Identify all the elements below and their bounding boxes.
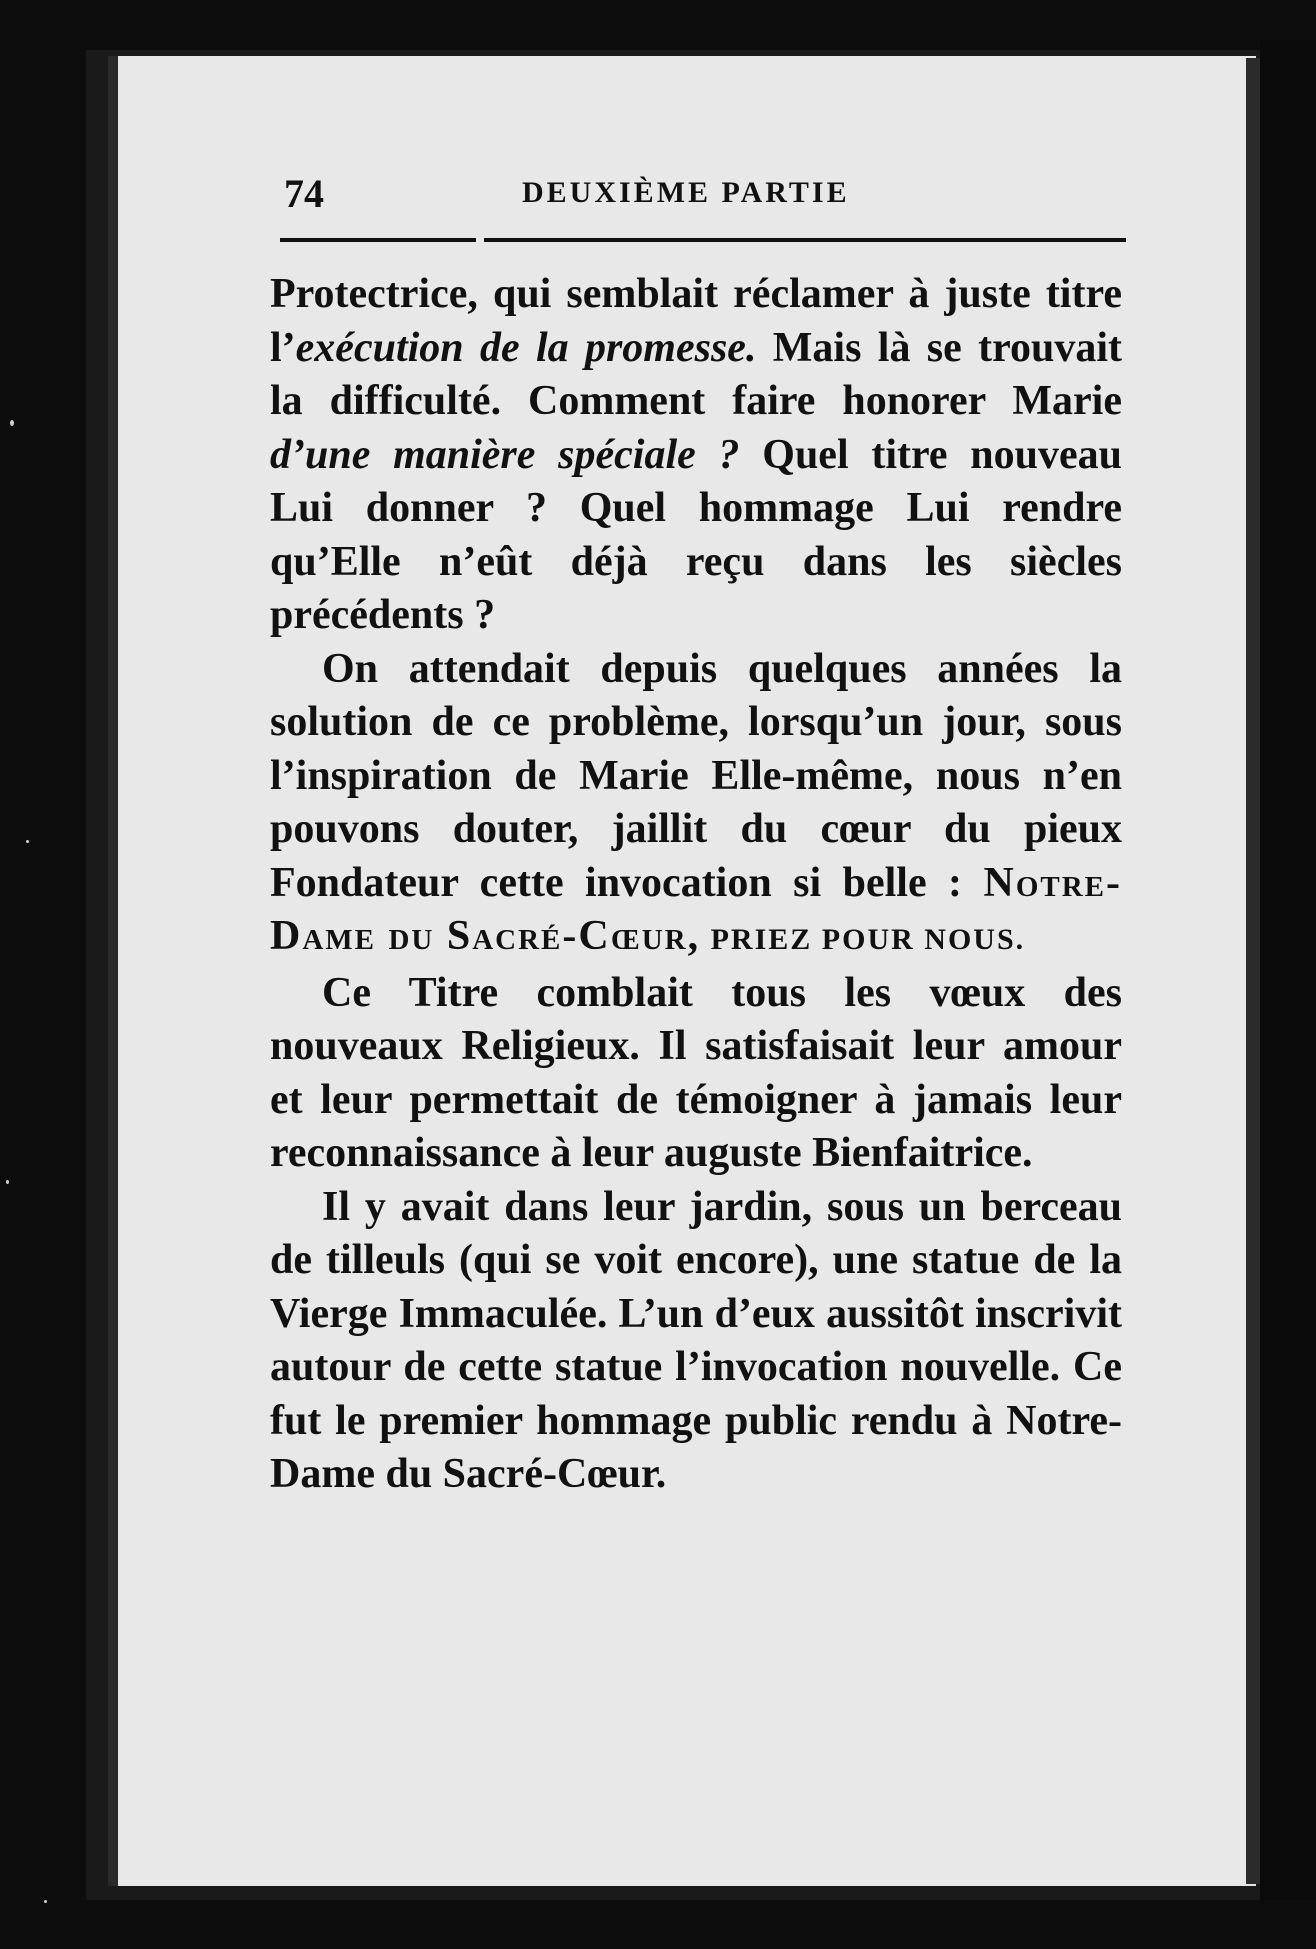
scan-speck: [6, 1180, 9, 1184]
paragraph-1-italic-a: exécution de la promesse.: [295, 324, 757, 371]
header-rule: [280, 238, 1126, 242]
header-rule-break: [476, 236, 484, 244]
paragraph-1-text-c: Quel titre nouveau Lui donner ? Quel hommage Lui rendre qu’Elle n’eût déjà reçu dans les siècles précédents ?: [270, 431, 1122, 638]
paragraph-1: [270, 268, 1122, 643]
body-text: [270, 268, 1122, 1502]
running-head: DEUXIÈME PARTIE: [522, 176, 850, 209]
paragraph-4: Il y avait dans leur jardin, sous un berceau de tilleuls (qui se voit encore), une statue de la Vierge Immaculée. L’un d’eux aussitôt inscrivit autour de cette statue l’invocation nouvelle. Ce fut le premier hommage public rendu à Notre-Dame du Sacré-Cœur.: [270, 1183, 1122, 1497]
facing-page-strip: [1260, 40, 1316, 1900]
page-number: 74: [284, 171, 324, 216]
paragraph-2: [270, 643, 1122, 967]
invocation-title: Notre-Dame du Sacré-Cœur,: [270, 859, 1122, 959]
scan-speck: [26, 840, 29, 843]
paragraph-1-text-b: Mais là se trouvait la difficulté. Comment faire honorer Marie: [270, 324, 1122, 424]
invocation-prayer: PRIEZ POUR NOUS.: [710, 923, 1026, 956]
scan-speck: [44, 1900, 47, 1903]
page-gutter-edge: [1246, 58, 1260, 1884]
paragraph-1-italic-b: d’une manière spéciale ?: [270, 431, 740, 478]
paragraph-2-space: [700, 913, 711, 959]
paragraph-2-text: On attendait depuis quelques années la solution de ce problème, lorsqu’un jour, sous l’inspiration de Marie Elle-même, nous n’en pouvons douter, jaillit du cœur du pieux Fondateur cette invocation si belle :: [270, 645, 1122, 906]
scan-speck: [10, 420, 14, 426]
paragraph-3: Ce Titre comblait tous les vœux des nouveaux Religieux. Il satisfaisait leur amour et leur permettait de témoigner à jamais leur reconnaissance à leur auguste Bienfaitrice.: [270, 969, 1122, 1176]
paragraph-1-text-a: Protectrice, qui semblait réclamer à juste titre l’: [270, 271, 1122, 371]
page-header: [280, 170, 1140, 220]
